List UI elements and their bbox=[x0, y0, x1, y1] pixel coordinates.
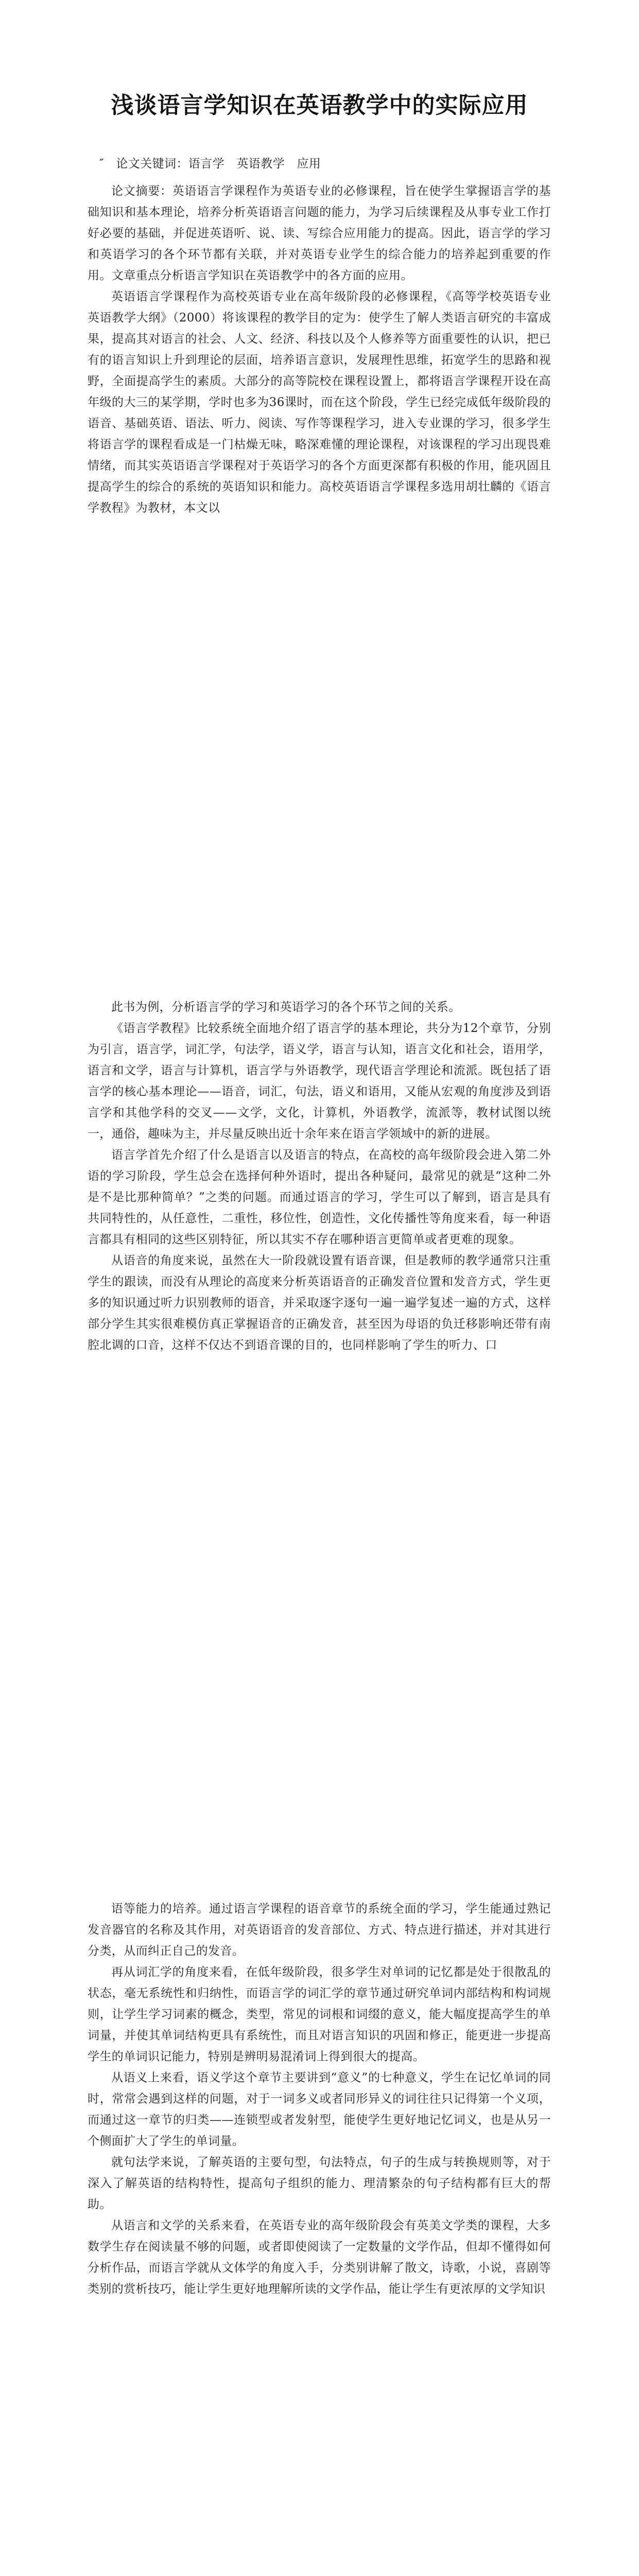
abstract-paragraph: 论文摘要：英语语言学课程作为英语专业的必修课程，旨在使学生掌握语言学的基础知识和基本理论，培养分析英语语言问题的能力，为学习后续课程及从事专业工作打好必要的基础，并促进英语听、说、读、写综合应用能力的提高。因此，语言学的学习和英语学习的各个环节都有关联，并对英语专业学生的综合能力的培养起到重要的作用。文章重点分析语言学知识在英语教学中的各方面的应用。 bbox=[88, 184, 551, 282]
paragraph: 《语言学教程》比较系统全面地介绍了语言学的基本理论，共分为12个章节，分别为引言，语言学，词汇学，句法学，语义学，语言与认知，语言文化和社会，语用学，语言和文学，语言与计算机，语言学与外语教学，现代语言学理论和流派。既包括了语言学的核心基本理论——语音，词汇，句法，语义和语用，又能从宏观的角度涉及到语言学和其他学科的交叉——文学，文化，计算机，外语教学，流派等，教材试图以统一，通俗，趣味为主，并尽量反映出近十余年来在语言学领域中的新的进展。 bbox=[88, 1022, 551, 1141]
section-1 bbox=[88, 154, 551, 519]
paragraph: 从语义上来看，语义学这个章节主要讲到“意义”的七种意义，学生在记忆单词的同时，常常会遇到这样的问题，对于一词多义或者同形异义的词往往只记得第一个义项，而通过这一章节的归类——连锁型或者发射型，能使学生更好地记忆词义，也是从另一个侧面扩大了学生的单词量。 bbox=[88, 2071, 551, 2148]
section-2 bbox=[88, 997, 551, 1356]
keywords-line: ″ 论文关键词：语言学 英语教学 应用 bbox=[99, 157, 321, 171]
paragraph: 此书为例，分析语言学的学习和英语学习的各个环节之间的关系。 bbox=[111, 1001, 461, 1014]
paragraph: 就句法学来说，了解英语的主要句型，句法特点，句子的生成与转换规则等，对于深入了解英语的结构特性，提高句子组织的能力、理清繁杂的句子结构都有巨大的帮助。 bbox=[88, 2156, 551, 2211]
paragraph: 英语语言学课程作为高校英语专业在高年级阶段的必修课程，《高等学校英语专业英语教学大纲》（2000）将该课程的教学目的定为：使学生了解人类语言研究的丰富成果，提高其对语言的社会、人文、经济、科技以及个人修养等方面重要性的认识，把已有的语言知识上升到理论的层面，培养语言意识，发展理性思维，拓宽学生的思路和视野，全面提高学生的素质。大部分的高等院校在课程设置上，都将语言学课程开设在高年级的大三的某学期，学时也多为36课时，而在这个阶段，学生已经完成低年级阶段的语音、基础英语、语法、听力、阅读、写作等课程学习，进入专业课的学习，很多学生将语言学的课程看成是一门枯燥无味，略深难懂的理论课程，对该课程的学习出现畏难情绪，而其实英语语言学课程对于英语学习的各个方面更深都有积极的作用，能巩固且提高学生的综合的系统的英语知识和能力。高校英语语言学课程多选用胡壮麟的《语言学教程》为教材，本文以 bbox=[88, 290, 551, 515]
page-title: 浅谈语言学知识在英语教学中的实际应用 bbox=[111, 92, 528, 118]
paragraph: 再从词汇学的角度来看，在低年级阶段，很多学生对单词的记忆都是处于很散乱的状态，毫无系统性和归纳性，而语言学的词汇学的章节通过研究单词内部结构和构词规则，让学生学习词素的概念，类型，常见的词根和词缀的意义，能大幅度提高学生的单词量，并使其单词结构更具有系统性，而且对语言知识的巩固和修正，能更进一步提高学生的单词识记能力，特别是辨明易混淆词上得到很大的提高。 bbox=[88, 1965, 551, 2063]
paragraph: 从语言和文学的关系来看，在英语专业的高年级阶段会有英美文学类的课程，大多数学生存在阅读量不够的问题，或者即使阅读了一定数量的文学作品，但却不懂得如何分析作品，而语言学就从文体学的角度入手，分类别讲解了散文，诗歌，小说，喜剧等类别的赏析技巧，能让学生更好地理解所读的文学作品，能让学生有更浓厚的文学知识 bbox=[88, 2219, 551, 2296]
paragraph: 语言学首先介绍了什么是语言以及语言的特点，在高校的高年级阶段会进入第二外语的学习阶段，学生总会在选择何种外语时，提出各种疑问，最常见的就是“这种二外是不是比那种简单？”之类的问题。而通过语言的学习，学生可以了解到，语言是具有共同特性的，从任意性，二重性，移位性，创造性，文化传播性等角度来看，每一种语言都具有相同的这些区别特征，所以其实不存在哪种语言更简单或者更难的现象。 bbox=[88, 1148, 551, 1246]
paragraph: 语等能力的培养。通过语言学课程的语音章节的系统全面的学习，学生能通过熟记发音器官的名称及其作用，对英语语音的发音部位、方式、特点进行描述，并对其进行分类，从而纠正自己的发音。 bbox=[88, 1902, 551, 1958]
paragraph: 从语音的角度来说，虽然在大一阶段就设置有语音课，但是教师的教学通常只注重学生的跟读，而没有从理论的高度来分析英语语音的正确发音位置和发音方式，学生更多的知识通过听力识别教师的语音，并采取逐字逐句一遍一遍学复述一遍的方式，这样部分学生其实很难模仿真正掌握语音的正确发音，甚至因为母语的负迁移影响还带有南腔北调的口音，这样不仅达不到语音课的目的，也同样影响了学生的听力、口 bbox=[88, 1254, 551, 1352]
section-3 bbox=[88, 1899, 551, 2300]
